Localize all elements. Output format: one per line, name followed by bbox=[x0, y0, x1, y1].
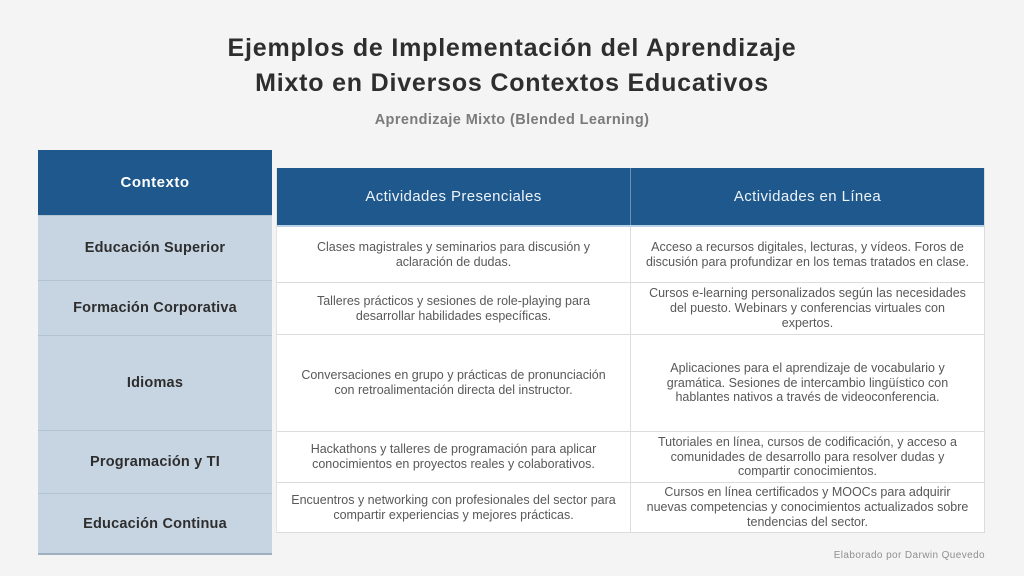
table-header-row bbox=[277, 168, 984, 227]
page-title-line2: Mixto en Diversos Contextos Educativos bbox=[255, 69, 769, 97]
column-header-presenciales: Actividades Presenciales bbox=[277, 168, 631, 225]
cell-presencial: Encuentros y networking con profesionales del sector para compartir experiencias y mejores prácticas. bbox=[277, 483, 631, 532]
cell-presencial: Talleres prácticos y sesiones de role-playing para desarrollar habilidades específicas. bbox=[277, 283, 631, 334]
context-cell-programacion-ti: Programación y TI bbox=[38, 430, 272, 493]
page-title-line1: Ejemplos de Implementación del Aprendizaje bbox=[227, 34, 797, 62]
cell-en-linea: Acceso a recursos digitales, lecturas, y vídeos. Foros de discusión para profundizar en los temas tratados en clase. bbox=[645, 239, 970, 269]
table-row bbox=[277, 283, 984, 335]
context-cell-formacion-corporativa: Formación Corporativa bbox=[38, 280, 272, 335]
context-cell-educacion-continua: Educación Continua bbox=[38, 493, 272, 553]
cell-presencial: Clases magistrales y seminarios para discusión y aclaración de dudas. bbox=[277, 227, 631, 282]
cell-en-linea: Aplicaciones para el aprendizaje de vocabulario y gramática. Sesiones de intercambio lingüístico con hablantes nativos a través de videoconferencia. bbox=[666, 360, 949, 405]
table-row bbox=[277, 432, 984, 483]
context-column bbox=[38, 150, 272, 555]
table-row bbox=[277, 335, 984, 432]
cell-presencial: Conversaciones en grupo y prácticas de pronunciación con retroalimentación directa del instructor. bbox=[277, 335, 631, 431]
context-cell-educacion-superior: Educación Superior bbox=[38, 215, 272, 280]
table-row bbox=[277, 483, 984, 533]
credit-text: Elaborado por Darwin Quevedo bbox=[833, 550, 985, 561]
context-header-cell: Contexto bbox=[38, 150, 272, 215]
cell-en-linea: Tutoriales en línea, cursos de codificación, y acceso a comunidades de desarrollo para resolver dudas y compartir conocimientos. bbox=[658, 434, 957, 479]
cell-presencial: Hackathons y talleres de programación para aplicar conocimientos en proyectos reales y colaborativos. bbox=[277, 432, 631, 482]
cell-en-linea: Cursos en línea certificados y MOOCs para adquirir nuevas competencias y conocimientos actualizados sobre tendencias del sector. bbox=[646, 485, 969, 529]
cell-en-linea: Cursos e-learning personalizados según las necesidades del puesto. Webinars y conferencias virtuales con expertos. bbox=[649, 286, 966, 330]
table-row bbox=[277, 227, 984, 283]
activities-table bbox=[276, 168, 985, 533]
column-header-en-linea: Actividades en Línea bbox=[733, 188, 882, 205]
context-cell-idiomas: Idiomas bbox=[38, 335, 272, 430]
page-subtitle: Aprendizaje Mixto (Blended Learning) bbox=[374, 112, 650, 128]
page-title bbox=[0, 31, 1024, 101]
